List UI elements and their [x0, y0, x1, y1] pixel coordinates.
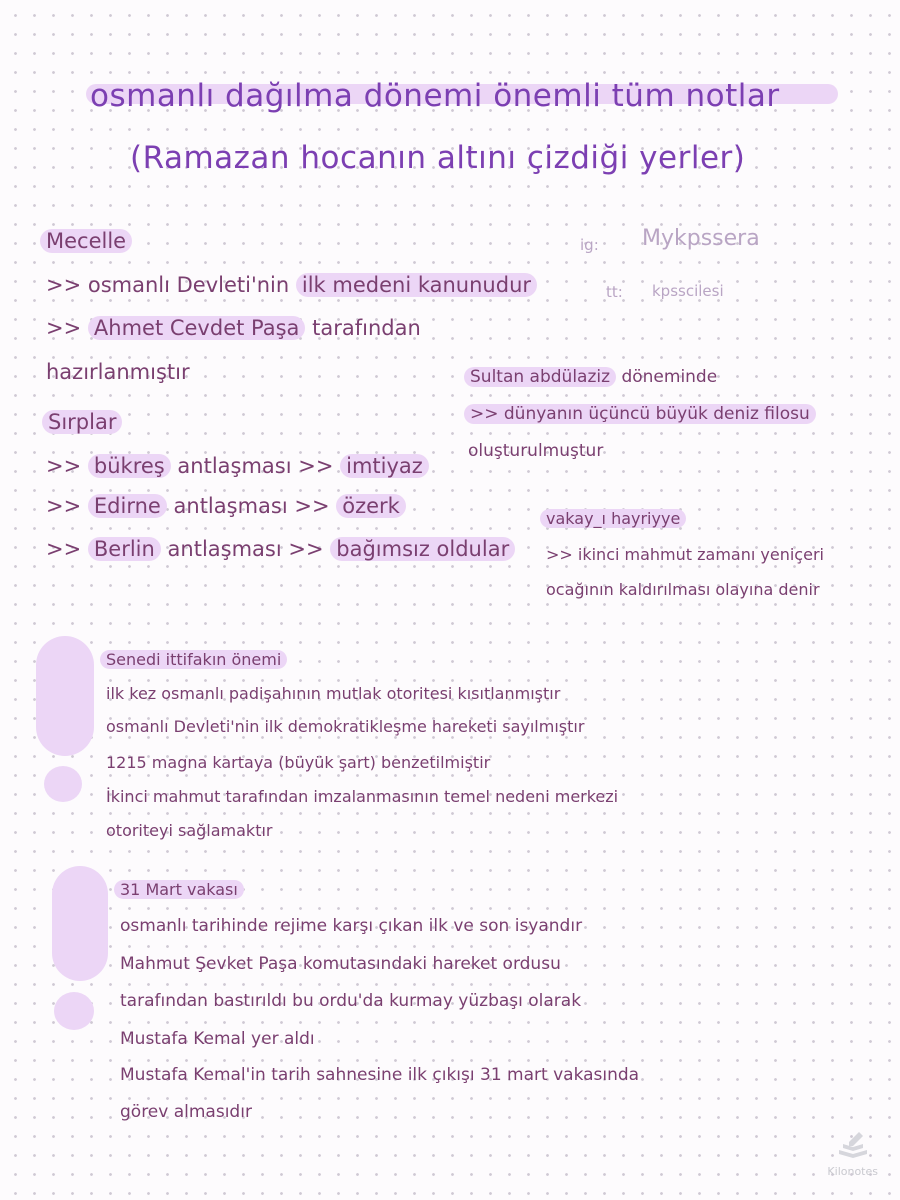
sirplar-heading	[42, 410, 122, 434]
exclamation-bar-1	[36, 636, 94, 756]
sirplar-line-3-b: antlaşması >>	[167, 537, 324, 561]
mart-line-3: tarafından bastırıldı bu ordu'da kurmay yüzbaşı olarak	[120, 991, 582, 1011]
sirplar-line-2-c: özerk	[336, 494, 406, 518]
mecelle-line-2-suffix: tarafından	[312, 316, 421, 340]
sirplar-line-3	[46, 537, 515, 561]
mart-line-4: Mustafa Kemal yer aldı	[120, 1029, 315, 1049]
sirplar-line-1-b: antlaşması >>	[177, 454, 334, 478]
instagram-handle: Mykpssera	[642, 226, 760, 251]
mart-heading	[114, 880, 244, 899]
abdulaziz-heading-highlight: Sultan abdülaziz	[464, 367, 616, 387]
sirplar-line-3-c: bağımsız oldular	[330, 537, 515, 561]
vakayi-line-2: ocağının kaldırılması olayına denir	[546, 580, 820, 599]
senedi-line-3: 1215 magna kartaya (büyük şart) benzetilmiştir	[106, 753, 491, 772]
mecelle-heading	[40, 229, 132, 253]
mart-line-6: görev almasıdır	[120, 1102, 252, 1122]
senedi-line-5: otoriteyi sağlamaktır	[106, 821, 273, 840]
watermark-label: Kilonotes	[827, 1165, 878, 1178]
watermark	[827, 1128, 878, 1178]
senedi-line-1: ilk kez osmanlı padişahının mutlak otoritesi kısıtlanmıştır	[106, 684, 561, 703]
abdulaziz-line-1-highlight: >> dünyanın üçüncü büyük deniz filosu	[464, 404, 816, 424]
vakayi-heading	[540, 509, 686, 528]
abdulaziz-line-2: oluşturulmuştur	[468, 441, 604, 461]
abdulaziz-heading-suffix: döneminde	[621, 367, 718, 387]
sirplar-heading-text: Sırplar	[42, 410, 122, 434]
mecelle-line-2-highlight: Ahmet Cevdet Paşa	[88, 316, 306, 340]
abdulaziz-line-1	[464, 404, 816, 424]
sirplar-line-1-c: imtiyaz	[340, 454, 429, 478]
sirplar-line-2-a: Edirne	[88, 494, 167, 518]
sirplar-line-2-b: antlaşması >>	[173, 494, 330, 518]
sirplar-line-2	[46, 494, 406, 518]
mecelle-line-1-prefix: >> osmanlı Devleti'nin	[46, 273, 290, 297]
tiktok-handle: kpsscilesi	[652, 282, 724, 300]
mart-line-5: Mustafa Kemal'in tarih sahnesine ilk çıkışı 31 mart vakasında	[120, 1065, 640, 1085]
mecelle-line-2	[46, 316, 421, 340]
abdulaziz-heading	[464, 367, 717, 387]
mart-heading-text: 31 Mart vakası	[114, 880, 244, 899]
vakayi-heading-text: vakay_ı hayriyye	[540, 509, 686, 528]
senedi-line-2: osmanlı Devleti'nin ilk demokratikleşme hareketi sayılmıştır	[106, 717, 585, 736]
senedi-heading	[100, 650, 287, 669]
exclamation-dot-2	[54, 992, 94, 1030]
exclamation-bar-2	[52, 866, 108, 981]
tiktok-label: tt:	[606, 283, 623, 301]
page-title: osmanlı dağılma dönemi önemli tüm notlar	[90, 78, 780, 114]
exclamation-dot-1	[44, 766, 82, 802]
sirplar-line-3-prefix: >>	[46, 537, 82, 561]
senedi-line-4: İkinci mahmut tarafından imzalanmasının temel nedeni merkezi	[106, 787, 619, 806]
sirplar-line-1-prefix: >>	[46, 454, 82, 478]
vakayi-line-1: >> ikinci mahmut zamanı yeniçeri	[546, 545, 824, 564]
instagram-label: ig:	[580, 236, 599, 254]
mecelle-line-3: hazırlanmıştır	[46, 360, 190, 384]
mart-line-1: osmanlı tarihinde rejime karşı çıkan ilk ve son isyandır	[120, 916, 583, 936]
mecelle-line-2-prefix: >>	[46, 316, 82, 340]
mecelle-line-1	[46, 273, 537, 297]
senedi-heading-text: Senedi ittifakın önemi	[100, 650, 287, 669]
mecelle-heading-text: Mecelle	[40, 229, 132, 253]
kilonotes-logo-icon	[833, 1128, 873, 1162]
sirplar-line-1	[46, 454, 429, 478]
mart-line-2: Mahmut Şevket Paşa komutasındaki hareket ordusu	[120, 954, 561, 974]
mecelle-line-1-highlight: ilk medeni kanunudur	[296, 273, 537, 297]
sirplar-line-1-a: bükreş	[88, 454, 171, 478]
sirplar-line-2-prefix: >>	[46, 494, 82, 518]
page-subtitle: (Ramazan hocanın altını çizdiği yerler)	[130, 140, 746, 176]
sirplar-line-3-a: Berlin	[88, 537, 161, 561]
